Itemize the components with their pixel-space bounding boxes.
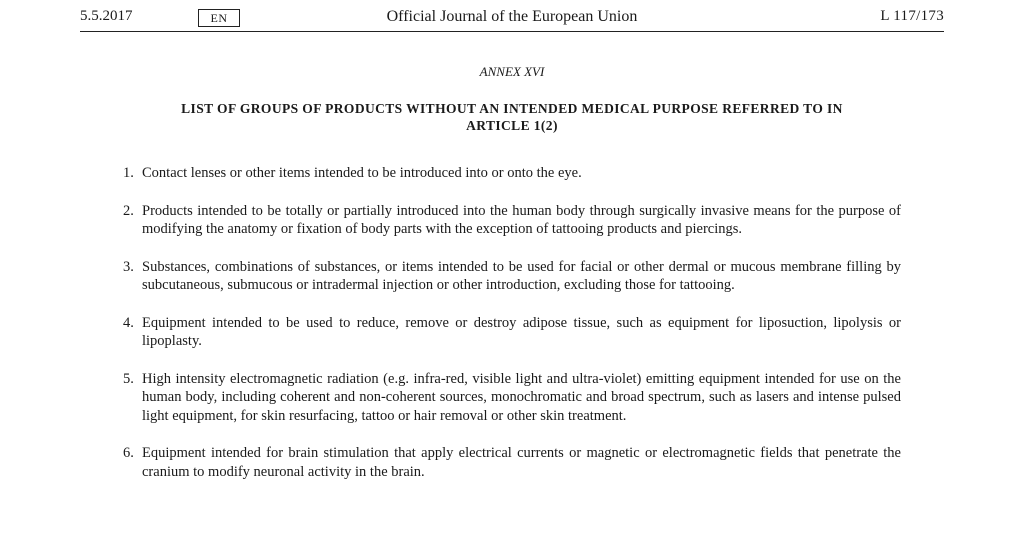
annex-label: ANNEX XVI: [479, 64, 545, 79]
list-item-number: 4.: [123, 314, 134, 331]
list-item: [118, 202, 901, 239]
product-group-list: [118, 164, 901, 500]
list-item: [118, 314, 901, 351]
list-item: [118, 164, 901, 183]
list-item-number: 3.: [123, 258, 134, 275]
journal-title: Official Journal of the European Union: [386, 8, 638, 25]
language-badge: EN: [198, 9, 240, 27]
list-item-number: 2.: [123, 202, 134, 219]
page-header: [80, 4, 944, 32]
list-item-text: Products intended to be totally or partially introduced into the human body through surgically invasive means for the purpose of modifying the anatomy or fixation of body parts with the exception of tattooing products and piercings.: [142, 202, 901, 237]
list-item-text: Equipment intended for brain stimulation that apply electrical currents or magnetic or electromagnetic fields that penetrate the cranium to modify neuronal activity in the brain.: [142, 445, 901, 480]
annex-title: LIST OF GROUPS OF PRODUCTS WITHOUT AN INTENDED MEDICAL PURPOSE REFERRED TO IN ARTICLE 1(2): [181, 101, 843, 133]
list-item: [118, 258, 901, 295]
page-reference: L 117/173: [880, 8, 944, 24]
list-item-text: High intensity electromagnetic radiation (e.g. infra-red, visible light and ultra-violet) emitting equipment intended for use on the human body, including coherent and non-coherent sources, monochromatic and broad spectrum, such as lasers and intense pulsed light equipment, for skin resurfacing, tattoo or hair removal or other skin treatment.: [142, 370, 901, 424]
list-item-number: 6.: [123, 445, 134, 461]
list-item-text: Contact lenses or other items intended to be introduced into or onto the eye.: [142, 165, 582, 181]
list-item-text: Equipment intended to be used to reduce, remove or destroy adipose tissue, such as equipment for liposuction, lipolysis or lipoplasty.: [142, 314, 901, 349]
list-item: [118, 444, 901, 481]
list-item-number: 1.: [123, 165, 134, 181]
list-item-text: Substances, combinations of substances, or items intended to be used for facial or other dermal or mucous membrane filling by subcutaneous, submucous or intradermal injection or other introduction, excluding those for tattooing.: [142, 258, 901, 293]
list-item: [118, 370, 901, 426]
list-item-number: 5.: [123, 370, 134, 387]
publication-date: 5.5.2017: [80, 8, 133, 24]
